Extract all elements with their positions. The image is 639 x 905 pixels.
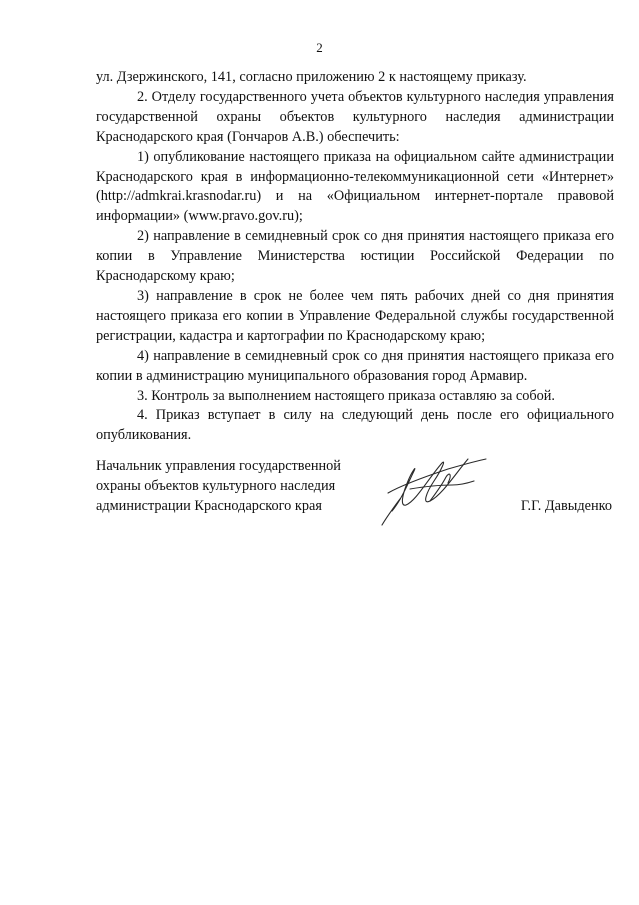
paragraph-continuation: ул. Дзержинского, 141, согласно приложению 2 к настоящему приказу. [96,69,527,85]
paragraph-subitem-4: 4) направление в семидневный срок со дня принятия настоящего приказа его копии в администрацию муниципального образования город Армавир. [96,347,614,384]
signature-block [96,457,614,527]
paragraph-subitem-1: 1) опубликование настоящего приказа на официальном сайте администрации Краснодарского края в информационно-телекоммуникационной сети «Интернет» (http://admkrai.krasnodar.ru) и на «Официальном интернет-портале правовой информации» (www.pravo.gov.ru); [96,148,614,225]
paragraph-item-4: 4. Приказ вступает в силу на следующий день после его официального опубликования. [96,407,614,444]
paragraph-subitem-3: 3) направление в срок не более чем пять рабочих дней со дня принятия настоящего приказа его копии в Управление Федеральной службы государственной регистрации, кадастра и картографии по Краснодарскому краю; [96,287,614,344]
paragraph-subitem-2: 2) направление в семидневный срок со дня принятия настоящего приказа его копии в Управление Министерства юстиции Российской Федерации по Краснодарскому краю; [96,228,614,285]
document-body [96,68,614,446]
page-number: 2 [316,40,323,55]
paragraph-item-2: 2. Отделу государственного учета объектов культурного наследия управления государственной охраны объектов культурного наследия администрации Краснодарского края (Гончаров А.В.) обеспечить: [96,88,614,145]
handwritten-signature [372,449,492,527]
paragraph-item-3: 3. Контроль за выполнением настоящего приказа оставляю за собой. [137,387,556,404]
signer-position [96,457,366,516]
signer-position-line-3: администрации Краснодарского края [96,497,322,514]
signer-position-line-1: Начальник управления государственной [96,458,341,474]
signer-name: Г.Г. Давыденко [520,497,612,514]
signer-position-line-2: охраны объектов культурного наследия [96,477,336,494]
